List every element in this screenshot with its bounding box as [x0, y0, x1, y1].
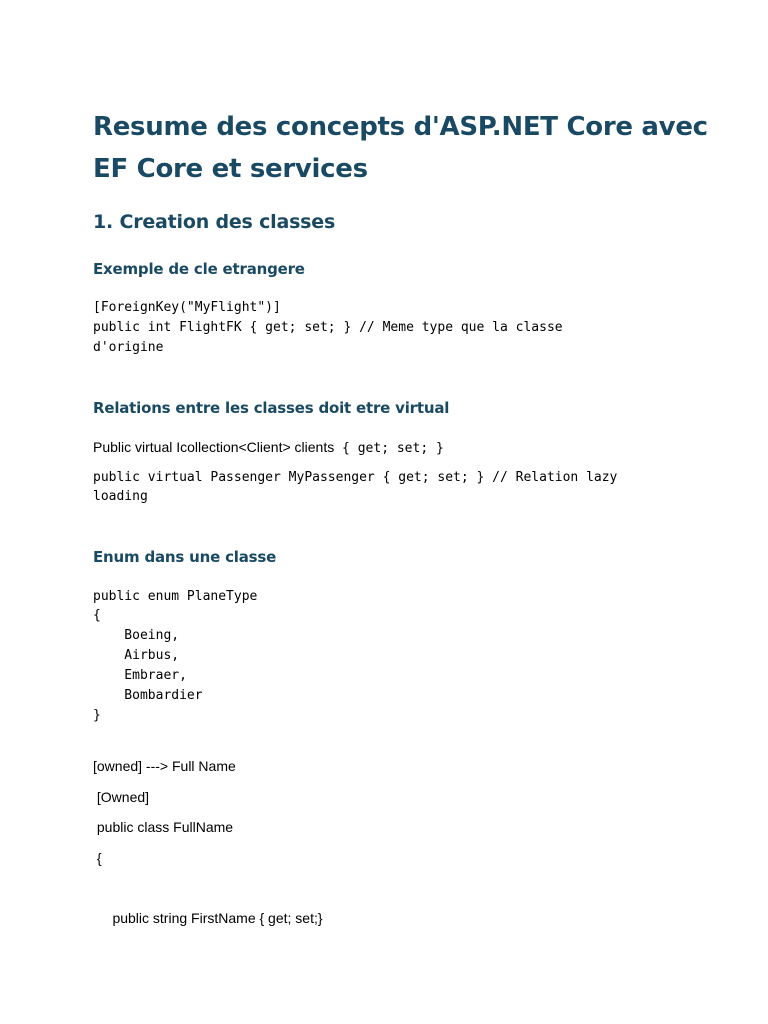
- section-heading-creation-classes: 1. Creation des classes: [93, 211, 336, 233]
- text-firstname-property: public string FirstName { get; set;}: [93, 910, 323, 926]
- code-line-lazy-loading: loading: [93, 489, 148, 504]
- code-line-foreignkey-attribute: [ForeignKey("MyFlight")]: [93, 300, 281, 315]
- document-title: Resume des concepts d'ASP.NET Core avec EF Core et services: [93, 112, 708, 184]
- code-line-enum-declaration: public enum PlaneType: [93, 589, 258, 604]
- text-open-brace: {: [93, 850, 102, 866]
- code-line-airbus: Airbus,: [93, 648, 180, 663]
- subheading-foreign-key: Exemple de cle etrangere: [93, 260, 305, 278]
- code-line-flightfk: public int FlightFK { get; set; } // Meme type que la classe: [93, 320, 563, 335]
- code-line-open-brace: {: [93, 608, 101, 623]
- subheading-relations-virtual: Relations entre les classes doit etre virtual: [93, 399, 450, 417]
- code-line-boeing: Boeing,: [93, 628, 180, 643]
- icollection-accessors: { get; set; }: [334, 441, 444, 456]
- code-line-embraer: Embraer,: [93, 668, 187, 683]
- text-icollection-clients: [93, 437, 444, 459]
- code-line-close-brace: }: [93, 708, 101, 723]
- code-line-origine: d'origine: [93, 340, 164, 355]
- icollection-text: Public virtual Icollection<Client> clients: [93, 439, 335, 455]
- code-line-mypassenger: public virtual Passenger MyPassenger { get; set; } // Relation lazy: [93, 470, 618, 485]
- subheading-enum: Enum dans une classe: [93, 548, 277, 566]
- code-line-bombardier: Bombardier: [93, 688, 203, 703]
- text-public-class-fullname: public class FullName: [93, 819, 234, 835]
- text-owned-full-name: [owned] ---> Full Name: [93, 758, 236, 774]
- text-owned-attribute: [Owned]: [93, 789, 150, 805]
